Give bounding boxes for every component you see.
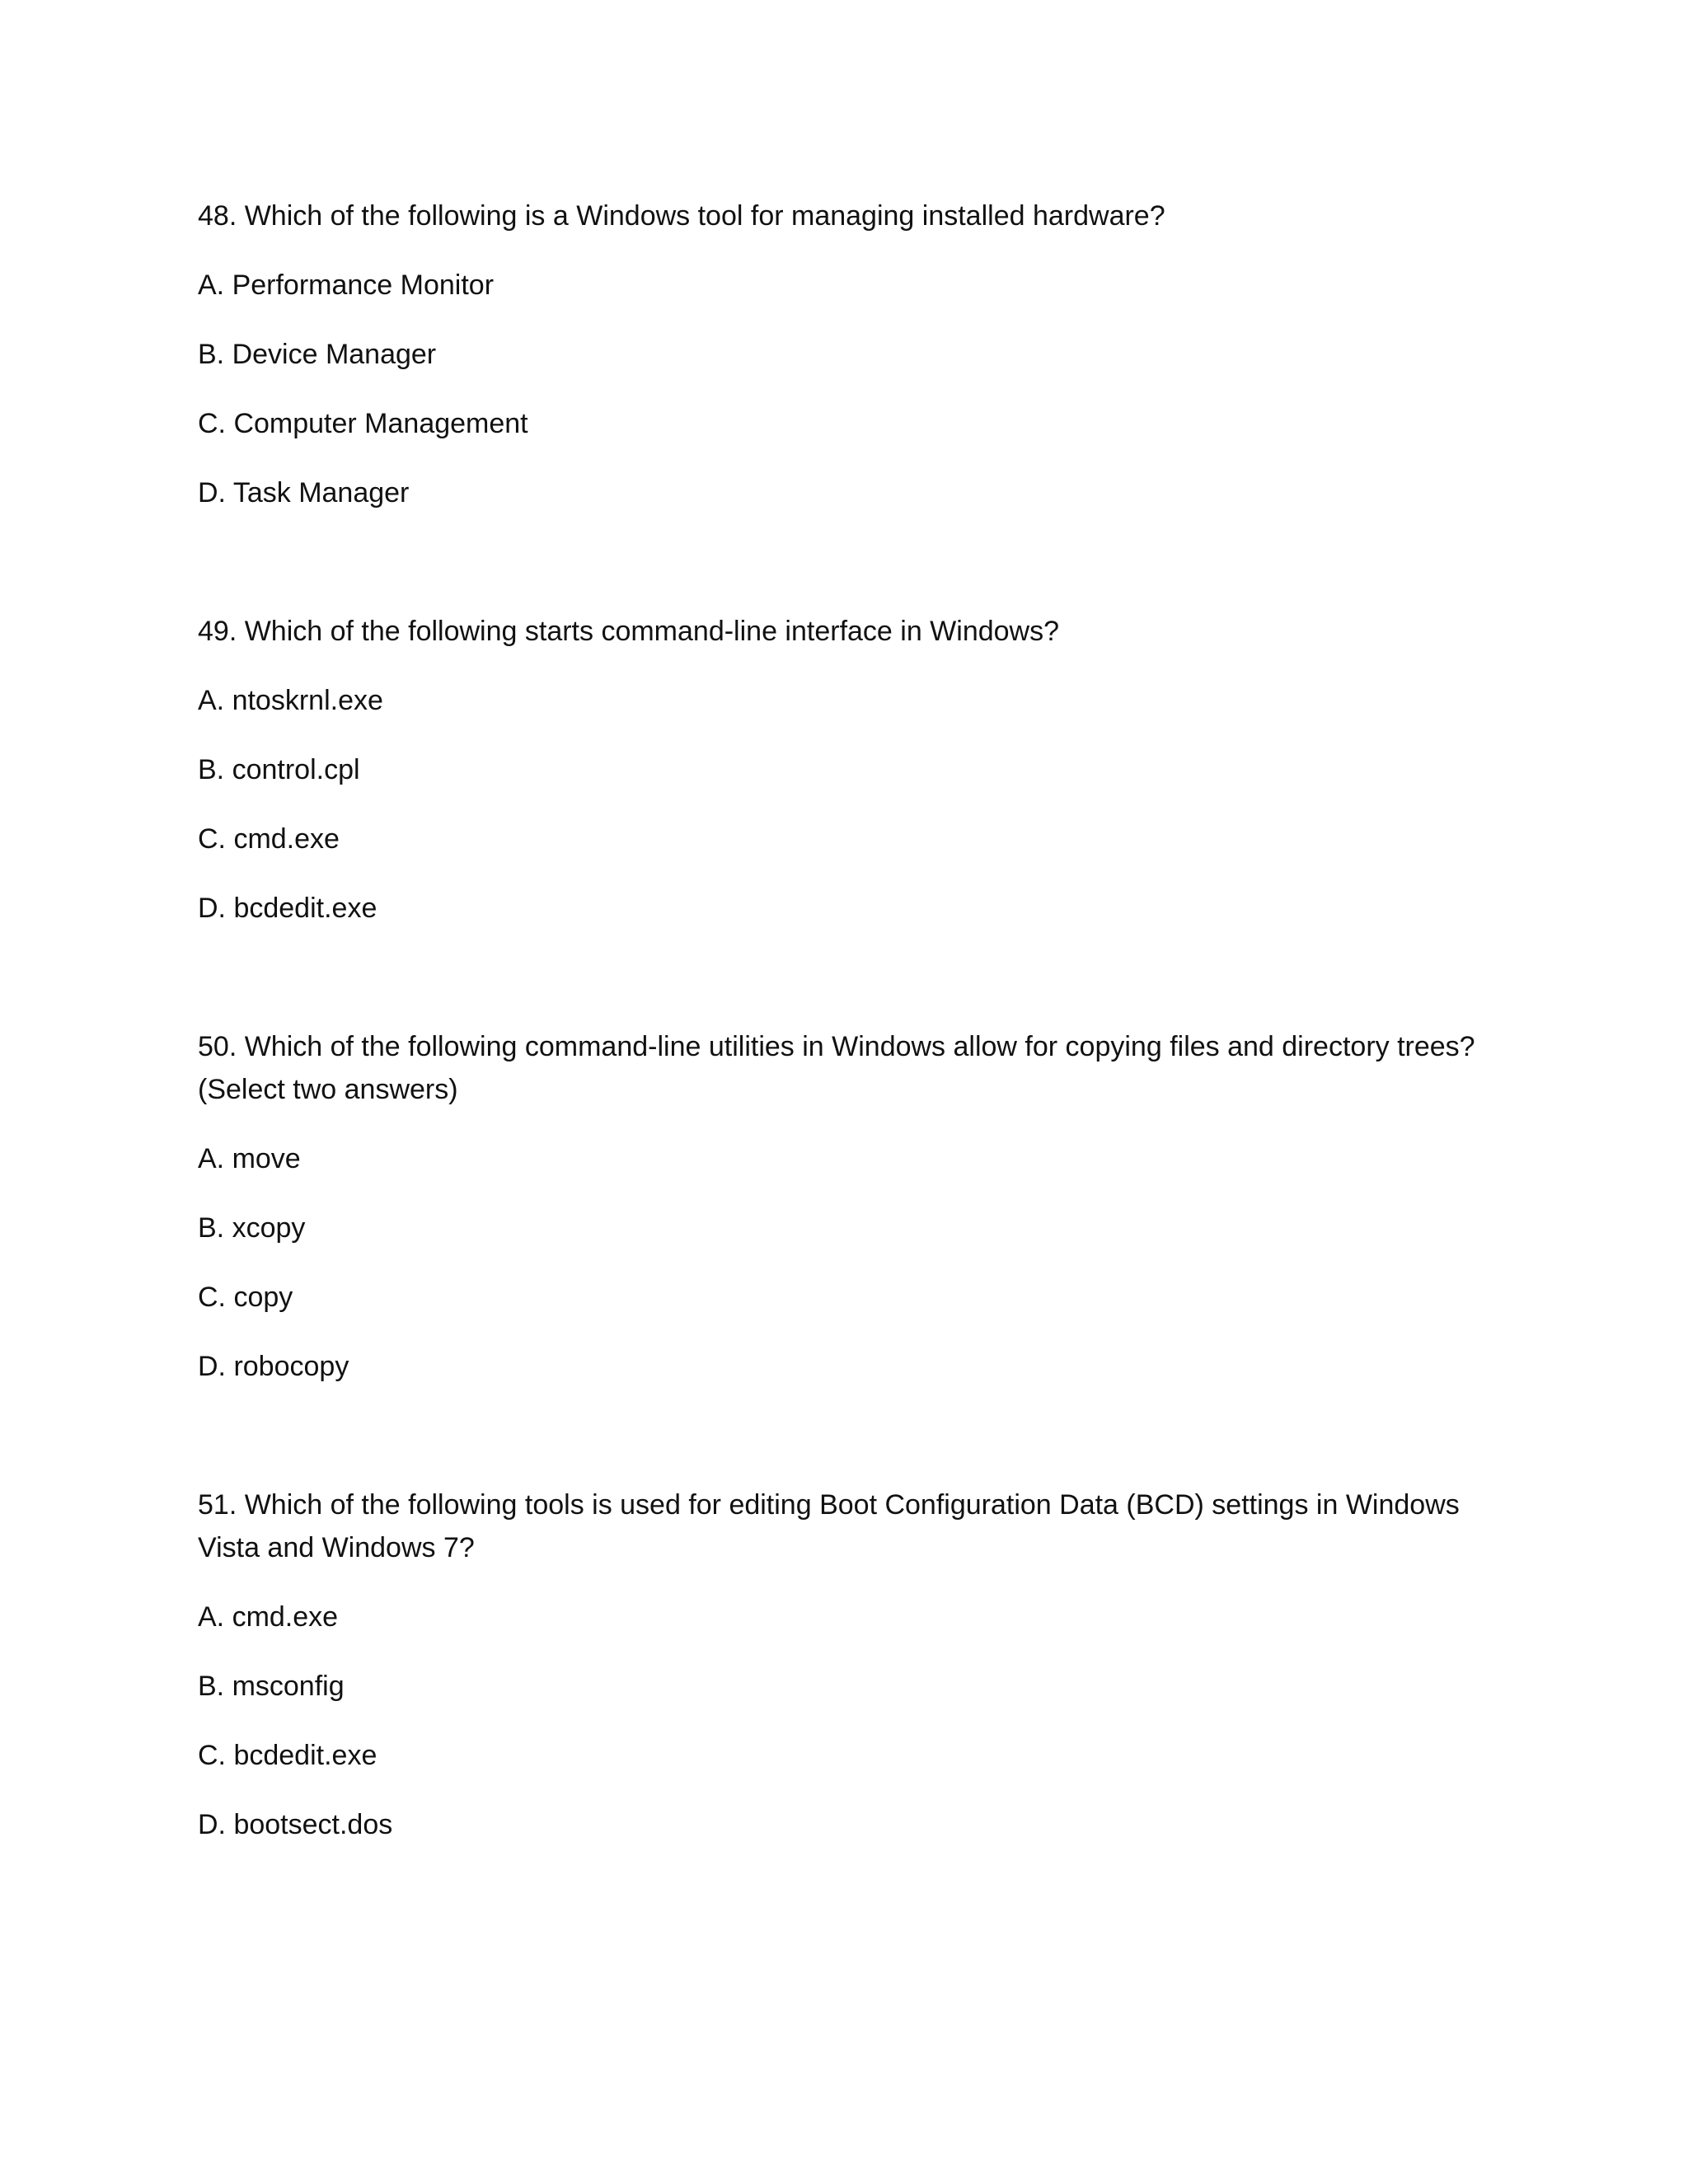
question-51-text-line1: 51. Which of the following tools is used for editing Boot Configuration Data (BCD) settings in Windows: [198, 1489, 1460, 1521]
q48-option-a: A. Performance Monitor: [198, 269, 495, 301]
q49-option-a: A. ntoskrnl.exe: [198, 685, 383, 716]
q50-option-b: B. xcopy: [198, 1212, 306, 1244]
q51-option-c: C. bcdedit.exe: [198, 1740, 377, 1771]
question-49-text: 49. Which of the following starts command-line interface in Windows?: [198, 616, 1060, 647]
q50-option-a: A. move: [198, 1143, 301, 1174]
q51-option-a: A. cmd.exe: [198, 1601, 339, 1633]
q50-option-c: C. copy: [198, 1282, 293, 1313]
question-48-text: 48. Which of the following is a Windows tool for managing installed hardware?: [198, 200, 1165, 232]
q49-option-b: B. control.cpl: [198, 754, 360, 785]
q50-option-d: D. robocopy: [198, 1351, 349, 1382]
q48-option-c: C. Computer Management: [198, 408, 528, 439]
question-50-text-line2: (Select two answers): [198, 1074, 458, 1105]
q48-option-b: B. Device Manager: [198, 339, 437, 370]
q51-option-b: B. msconfig: [198, 1671, 345, 1702]
q49-option-c: C. cmd.exe: [198, 823, 340, 855]
question-50-text-line1: 50. Which of the following command-line utilities in Windows allow for copying files and directory trees?: [198, 1031, 1475, 1062]
q49-option-d: D. bcdedit.exe: [198, 893, 377, 924]
q48-option-d: D. Task Manager: [198, 477, 410, 509]
q51-option-d: D. bootsect.dos: [198, 1809, 393, 1840]
question-51-text-line2: Vista and Windows 7?: [198, 1532, 475, 1563]
